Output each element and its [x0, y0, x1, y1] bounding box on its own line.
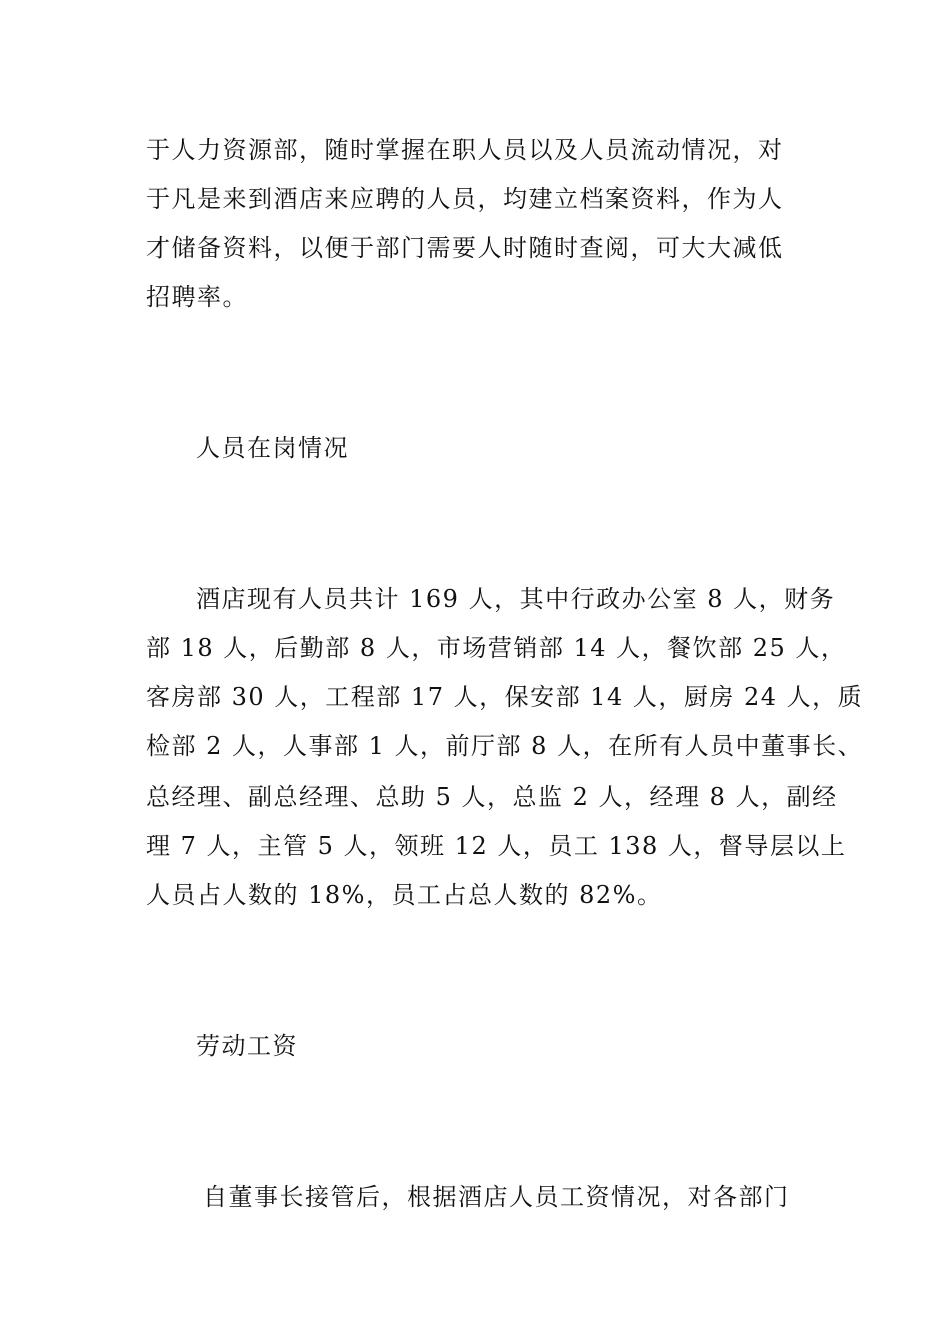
section-heading-staffing: 人员在岗情况 — [196, 434, 349, 462]
paragraph-line: 检部 2 人，人事部 1 人，前厅部 8 人，在所有人员中董事长、 — [146, 732, 864, 760]
paragraph-line: 招聘率。 — [146, 283, 248, 311]
paragraph-line: 部 18 人，后勤部 8 人，市场营销部 14 人，餐饮部 25 人， — [146, 634, 847, 662]
paragraph-line: 自董事长接管后，根据酒店人员工资情况，对各部门 — [203, 1183, 790, 1211]
paragraph-line: 客房部 30 人，工程部 17 人，保安部 14 人，厨房 24 人，质 — [146, 683, 864, 711]
paragraph-line: 于凡是来到酒店来应聘的人员，均建立档案资料，作为人 — [146, 185, 784, 213]
paragraph-line: 人员占人数的 18%，员工占总人数的 82%。 — [146, 881, 663, 909]
paragraph-line: 理 7 人，主管 5 人，领班 12 人，员工 138 人，督导层以上 — [146, 832, 847, 860]
paragraph-line: 于人力资源部，随时掌握在职人员以及人员流动情况，对 — [146, 136, 784, 164]
paragraph-line: 总经理、副总经理、总助 5 人，总监 2 人，经理 8 人，副经 — [146, 783, 838, 811]
paragraph-line: 酒店现有人员共计 169 人，其中行政办公室 8 人，财务 — [196, 585, 836, 613]
section-heading-wages: 劳动工资 — [196, 1032, 298, 1060]
paragraph-line: 才储备资料，以便于部门需要人时随时查阅，可大大减低 — [146, 234, 784, 262]
